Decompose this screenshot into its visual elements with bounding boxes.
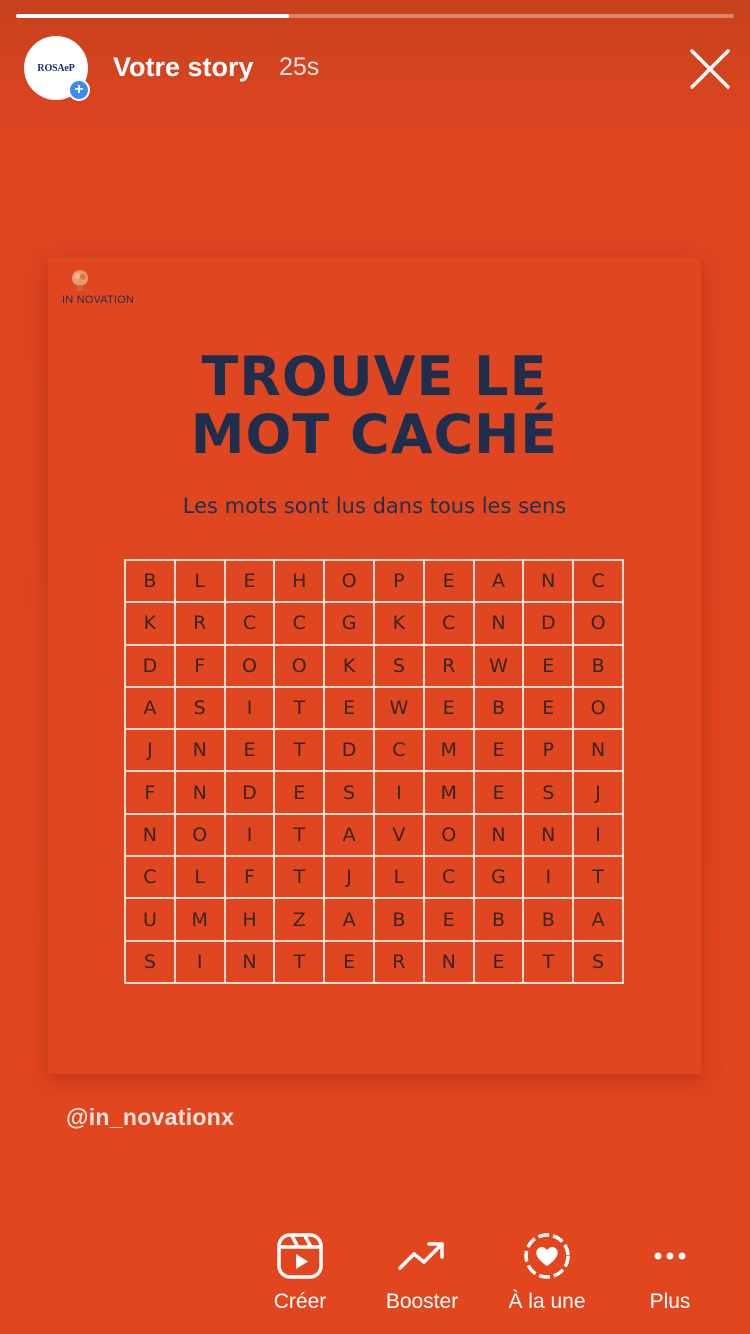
grid-cell: L: [175, 856, 225, 898]
grid-cell: E: [324, 687, 374, 729]
story-timestamp: 25s: [279, 53, 320, 81]
grid-cell: L: [374, 856, 424, 898]
grid-cell: T: [274, 856, 324, 898]
more-icon: [646, 1232, 694, 1280]
more-label: Plus: [649, 1290, 691, 1313]
grid-cell: E: [474, 729, 524, 771]
grid-cell: W: [474, 645, 524, 687]
grid-cell: J: [324, 856, 374, 898]
reels-icon: [276, 1232, 324, 1280]
brand-name: IN NOVATION: [62, 294, 135, 306]
grid-cell: M: [424, 771, 474, 813]
grid-cell: N: [523, 560, 573, 602]
grid-cell: I: [523, 856, 573, 898]
grid-cell: S: [523, 771, 573, 813]
boost-button[interactable]: [362, 1232, 482, 1328]
grid-cell: A: [324, 814, 374, 856]
grid-cell: O: [424, 814, 474, 856]
grid-cell: B: [125, 560, 175, 602]
grid-cell: B: [474, 898, 524, 940]
grid-cell: R: [175, 602, 225, 644]
grid-cell: B: [474, 687, 524, 729]
grid-cell: C: [424, 856, 474, 898]
grid-row: [125, 771, 623, 813]
grid-cell: S: [573, 941, 623, 983]
grid-cell: E: [424, 898, 474, 940]
grid-cell: C: [274, 602, 324, 644]
create-label: Créer: [273, 1290, 327, 1313]
grid-row: [125, 729, 623, 771]
grid-cell: D: [225, 771, 275, 813]
grid-cell: T: [274, 941, 324, 983]
grid-cell: C: [424, 602, 474, 644]
grid-cell: K: [324, 645, 374, 687]
post-title-line-2: MOT CACHÉ: [190, 403, 559, 466]
trending-up-icon: [398, 1232, 446, 1280]
grid-cell: U: [125, 898, 175, 940]
grid-cell: P: [374, 560, 424, 602]
avatar-logo-text: ROSAeP: [37, 62, 75, 74]
grid-cell: A: [573, 898, 623, 940]
grid-cell: N: [474, 602, 524, 644]
grid-cell: D: [125, 645, 175, 687]
grid-row: [125, 941, 623, 983]
grid-cell: L: [175, 560, 225, 602]
grid-cell: E: [424, 687, 474, 729]
grid-cell: E: [225, 729, 275, 771]
story-post-image[interactable]: [48, 258, 701, 1074]
grid-cell: O: [573, 602, 623, 644]
post-title-line-1: TROUVE LE: [201, 345, 548, 408]
grid-row: [125, 687, 623, 729]
grid-cell: E: [523, 687, 573, 729]
grid-cell: C: [125, 856, 175, 898]
grid-row: [125, 602, 623, 644]
grid-cell: G: [324, 602, 374, 644]
grid-cell: T: [274, 814, 324, 856]
grid-cell: E: [424, 560, 474, 602]
grid-cell: O: [324, 560, 374, 602]
grid-cell: M: [424, 729, 474, 771]
grid-cell: N: [175, 771, 225, 813]
grid-row: [125, 645, 623, 687]
grid-cell: P: [523, 729, 573, 771]
grid-cell: N: [225, 941, 275, 983]
grid-cell: E: [324, 941, 374, 983]
highlight-label: À la une: [508, 1290, 586, 1313]
brand-logo: [62, 268, 172, 313]
grid-cell: A: [125, 687, 175, 729]
grid-row: [125, 814, 623, 856]
grid-cell: O: [175, 814, 225, 856]
grid-cell: Z: [274, 898, 324, 940]
grid-cell: K: [374, 602, 424, 644]
grid-cell: N: [175, 729, 225, 771]
grid-cell: E: [474, 771, 524, 813]
grid-cell: T: [573, 856, 623, 898]
grid-cell: J: [125, 729, 175, 771]
highlight-button[interactable]: [487, 1232, 607, 1328]
highlight-heart-icon: [523, 1232, 571, 1280]
grid-cell: I: [225, 687, 275, 729]
close-icon[interactable]: [686, 45, 734, 93]
grid-cell: O: [274, 645, 324, 687]
create-button[interactable]: [240, 1232, 360, 1328]
grid-cell: B: [374, 898, 424, 940]
grid-cell: I: [175, 941, 225, 983]
grid-cell: A: [474, 560, 524, 602]
grid-cell: I: [573, 814, 623, 856]
grid-cell: T: [523, 941, 573, 983]
grid-cell: O: [573, 687, 623, 729]
grid-cell: S: [175, 687, 225, 729]
grid-cell: N: [125, 814, 175, 856]
grid-cell: H: [274, 560, 324, 602]
grid-cell: W: [374, 687, 424, 729]
more-button[interactable]: [610, 1232, 730, 1328]
post-subtitle: Les mots sont lus dans tous les sens: [182, 494, 567, 518]
grid-cell: F: [225, 856, 275, 898]
grid-row: [125, 560, 623, 602]
grid-cell: B: [523, 898, 573, 940]
grid-row: [125, 898, 623, 940]
mention-sticker[interactable]: @in_novationx: [66, 1104, 235, 1130]
grid-cell: I: [225, 814, 275, 856]
word-search-grid: [124, 559, 624, 984]
story-title[interactable]: Votre story: [113, 52, 254, 82]
grid-cell: N: [573, 729, 623, 771]
grid-cell: V: [374, 814, 424, 856]
grid-cell: E: [274, 771, 324, 813]
story-progress-bar: [16, 14, 734, 18]
grid-cell: F: [175, 645, 225, 687]
boost-label: Booster: [385, 1290, 459, 1313]
grid-cell: F: [125, 771, 175, 813]
grid-cell: E: [474, 941, 524, 983]
grid-cell: N: [474, 814, 524, 856]
grid-cell: S: [324, 771, 374, 813]
grid-cell: C: [573, 560, 623, 602]
grid-cell: D: [523, 602, 573, 644]
grid-cell: T: [274, 729, 324, 771]
post-title: [48, 345, 701, 466]
grid-cell: C: [374, 729, 424, 771]
grid-cell: R: [374, 941, 424, 983]
grid-cell: J: [573, 771, 623, 813]
grid-cell: T: [274, 687, 324, 729]
grid-cell: C: [225, 602, 275, 644]
grid-cell: I: [374, 771, 424, 813]
grid-cell: S: [125, 941, 175, 983]
grid-cell: G: [474, 856, 524, 898]
grid-cell: N: [523, 814, 573, 856]
grid-cell: R: [424, 645, 474, 687]
grid-cell: A: [324, 898, 374, 940]
grid-cell: O: [225, 645, 275, 687]
grid-cell: K: [125, 602, 175, 644]
grid-cell: E: [225, 560, 275, 602]
story-progress-fill: [16, 14, 289, 18]
grid-cell: N: [424, 941, 474, 983]
grid-cell: B: [573, 645, 623, 687]
grid-cell: S: [374, 645, 424, 687]
grid-cell: E: [523, 645, 573, 687]
grid-row: [125, 856, 623, 898]
add-story-icon[interactable]: +: [68, 79, 90, 101]
grid-cell: M: [175, 898, 225, 940]
grid-cell: D: [324, 729, 374, 771]
grid-cell: H: [225, 898, 275, 940]
lightbulb-brain-icon: [68, 268, 94, 294]
